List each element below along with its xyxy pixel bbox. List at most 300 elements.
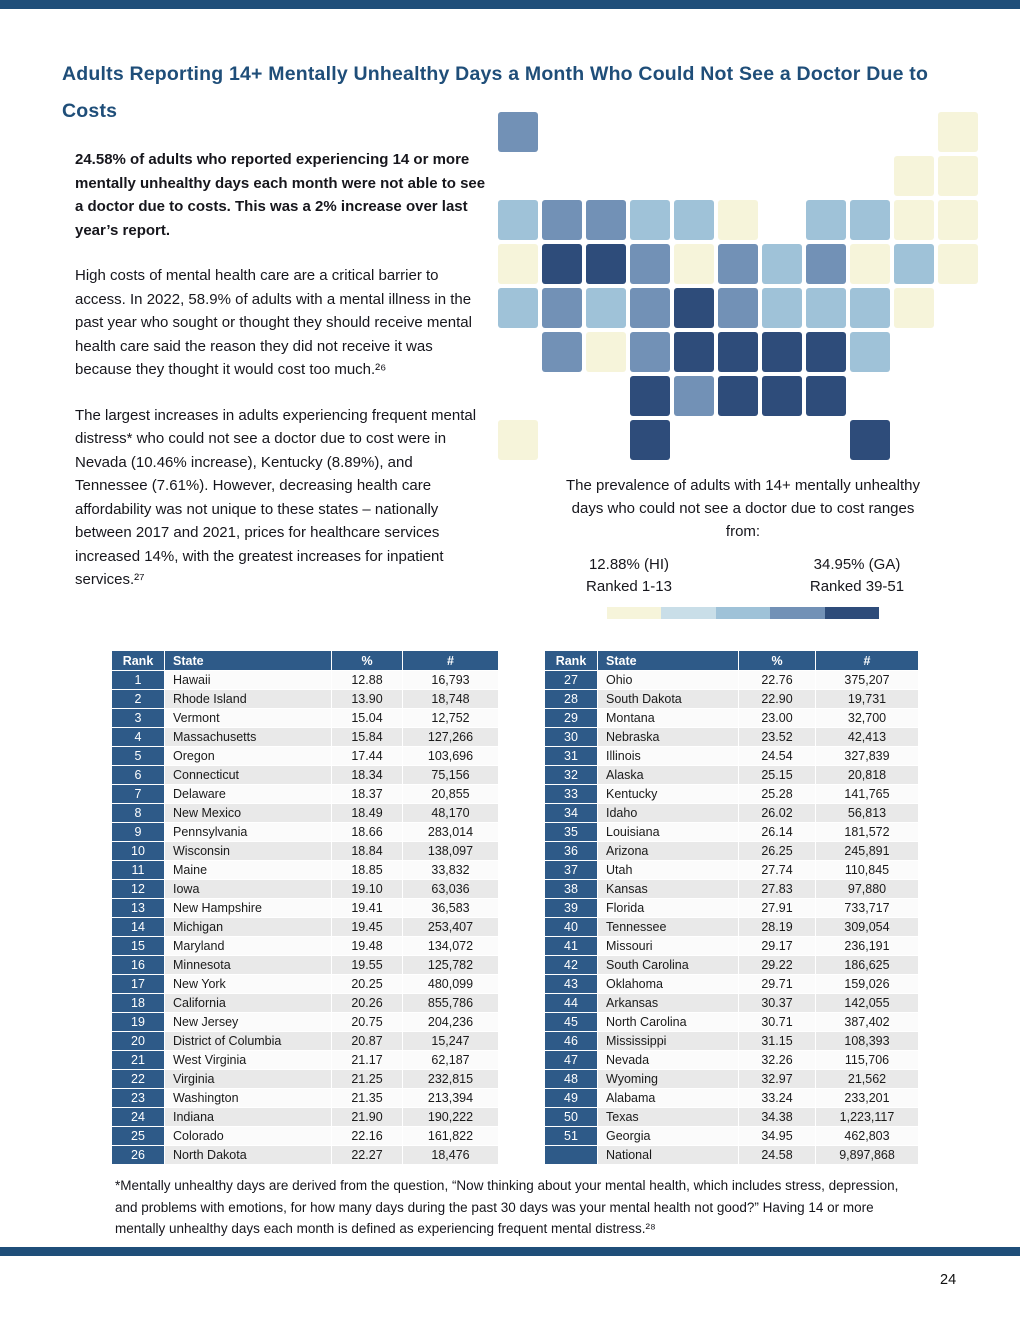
table-row xyxy=(545,804,918,822)
us-choropleth-map xyxy=(498,112,978,460)
table-row xyxy=(545,842,918,860)
state-tile-HI xyxy=(498,420,538,460)
table-row xyxy=(545,690,918,708)
rank-cell: 32 xyxy=(545,766,597,784)
percent-cell: 18.85 xyxy=(332,861,402,879)
table-row xyxy=(112,690,498,708)
table-row xyxy=(112,709,498,727)
state-cell: District of Columbia xyxy=(165,1032,331,1050)
count-cell: 733,717 xyxy=(816,899,918,917)
table-row xyxy=(112,861,498,879)
state-cell: Colorado xyxy=(165,1127,331,1145)
count-cell: 42,413 xyxy=(816,728,918,746)
state-cell: North Carolina xyxy=(598,1013,738,1031)
state-cell: California xyxy=(165,994,331,1012)
state-cell: South Carolina xyxy=(598,956,738,974)
legend-swatch-5 xyxy=(825,607,879,619)
table-row xyxy=(112,1070,498,1088)
state-cell: Texas xyxy=(598,1108,738,1126)
table-row xyxy=(545,1051,918,1069)
count-cell: 253,407 xyxy=(403,918,498,936)
percent-cell: 26.14 xyxy=(739,823,815,841)
table-row xyxy=(112,1108,498,1126)
percent-cell: 20.25 xyxy=(332,975,402,993)
rank-cell: 14 xyxy=(112,918,164,936)
state-cell: South Dakota xyxy=(598,690,738,708)
rank-cell: 26 xyxy=(112,1146,164,1164)
rank-cell: 47 xyxy=(545,1051,597,1069)
state-tile-MO xyxy=(674,288,714,328)
percent-cell: 23.00 xyxy=(739,709,815,727)
rank-cell: 13 xyxy=(112,899,164,917)
count-cell: 33,832 xyxy=(403,861,498,879)
state-cell: Idaho xyxy=(598,804,738,822)
state-cell: Michigan xyxy=(165,918,331,936)
state-tile-MS xyxy=(718,376,758,416)
table-row xyxy=(112,1127,498,1145)
table-row xyxy=(112,880,498,898)
state-tile-FL xyxy=(850,420,890,460)
table-row xyxy=(112,747,498,765)
percent-cell: 20.26 xyxy=(332,994,402,1012)
percent-cell: 23.52 xyxy=(739,728,815,746)
percent-cell: 25.28 xyxy=(739,785,815,803)
table-row xyxy=(112,728,498,746)
state-cell: New Jersey xyxy=(165,1013,331,1031)
table-header-row xyxy=(112,651,498,670)
state-cell: Mississippi xyxy=(598,1032,738,1050)
state-tile-KS xyxy=(630,332,670,372)
state-cell: Arkansas xyxy=(598,994,738,1012)
state-tile-DC xyxy=(850,332,890,372)
rank-cell: 24 xyxy=(112,1108,164,1126)
percent-cell: 29.71 xyxy=(739,975,815,993)
percent-cell: 24.54 xyxy=(739,747,815,765)
state-cell: Rhode Island xyxy=(165,690,331,708)
percent-cell: 26.25 xyxy=(739,842,815,860)
rank-cell: 44 xyxy=(545,994,597,1012)
count-cell: 75,156 xyxy=(403,766,498,784)
state-cell: Massachusetts xyxy=(165,728,331,746)
percent-cell: 17.44 xyxy=(332,747,402,765)
rank-cell: 21 xyxy=(112,1051,164,1069)
percent-cell: 27.83 xyxy=(739,880,815,898)
map-high-value: 34.95% (GA) xyxy=(813,556,901,573)
percent-cell: 28.19 xyxy=(739,918,815,936)
count-cell: 62,187 xyxy=(403,1051,498,1069)
state-tile-WV xyxy=(762,288,802,328)
column-header-rank: Rank xyxy=(112,651,164,670)
state-cell: Hawaii xyxy=(165,671,331,689)
state-tile-SC xyxy=(806,332,846,372)
state-cell: Iowa xyxy=(165,880,331,898)
percent-cell: 29.22 xyxy=(739,956,815,974)
percent-cell: 22.27 xyxy=(332,1146,402,1164)
rank-cell: 22 xyxy=(112,1070,164,1088)
state-tile-ND xyxy=(630,200,670,240)
rank-cell: 31 xyxy=(545,747,597,765)
page-title: Adults Reporting 14+ Mentally Unhealthy Days a Month Who Could Not See a Doctor Due to Costs xyxy=(62,63,929,122)
table-row xyxy=(112,956,498,974)
table-row xyxy=(112,671,498,689)
percent-cell: 18.84 xyxy=(332,842,402,860)
state-tile-AK xyxy=(498,112,538,152)
count-cell: 159,026 xyxy=(816,975,918,993)
count-cell: 12,752 xyxy=(403,709,498,727)
percent-cell: 19.10 xyxy=(332,880,402,898)
state-cell: New Hampshire xyxy=(165,899,331,917)
map-color-legend xyxy=(607,607,879,619)
table-row xyxy=(545,937,918,955)
count-cell: 20,855 xyxy=(403,785,498,803)
rank-cell: 4 xyxy=(112,728,164,746)
table-row xyxy=(112,918,498,936)
count-cell: 161,822 xyxy=(403,1127,498,1145)
rank-cell xyxy=(545,1146,597,1164)
count-cell: 103,696 xyxy=(403,747,498,765)
rank-cell: 37 xyxy=(545,861,597,879)
rank-cell: 38 xyxy=(545,880,597,898)
lead-paragraph: 24.58% of adults who reported experiencing 14 or more mentally unhealthy days each month were not able to see a doctor due to costs. This was a 2% increase over last year’s report. xyxy=(75,151,486,239)
percent-cell: 32.26 xyxy=(739,1051,815,1069)
percent-cell: 30.71 xyxy=(739,1013,815,1031)
column-header-pct: % xyxy=(332,651,402,670)
state-tile-NJ xyxy=(894,244,934,284)
percent-cell: 19.41 xyxy=(332,899,402,917)
table-row xyxy=(545,1127,918,1145)
state-tile-MN xyxy=(674,200,714,240)
percent-cell: 21.35 xyxy=(332,1089,402,1107)
state-cell: Oregon xyxy=(165,747,331,765)
count-cell: 855,786 xyxy=(403,994,498,1012)
percent-cell: 26.02 xyxy=(739,804,815,822)
state-tile-CA xyxy=(498,288,538,328)
paragraph-cost-barrier: High costs of mental health care are a critical barrier to access. In 2022, 58.9% of adults with a mental illness in the past year who sought or thought they should receive mental health care said the reason they did not receive it was because they thought it would cost too much.²⁶ xyxy=(75,267,472,378)
rank-cell: 51 xyxy=(545,1127,597,1145)
count-cell: 97,880 xyxy=(816,880,918,898)
table-row xyxy=(112,804,498,822)
rank-cell: 42 xyxy=(545,956,597,974)
state-tile-CT xyxy=(938,244,978,284)
table-row xyxy=(545,1089,918,1107)
state-tile-DE xyxy=(894,288,934,328)
percent-cell: 21.25 xyxy=(332,1070,402,1088)
state-cell: Illinois xyxy=(598,747,738,765)
state-tile-NH xyxy=(938,156,978,196)
rank-cell: 7 xyxy=(112,785,164,803)
count-cell: 9,897,868 xyxy=(816,1146,918,1164)
count-cell: 134,072 xyxy=(403,937,498,955)
rank-cell: 43 xyxy=(545,975,597,993)
rank-cell: 8 xyxy=(112,804,164,822)
table-row xyxy=(545,747,918,765)
body-text-column xyxy=(75,148,487,614)
state-tile-VA xyxy=(806,288,846,328)
top-divider-bar xyxy=(0,0,1020,9)
table-row xyxy=(112,1146,498,1164)
count-cell: 36,583 xyxy=(403,899,498,917)
state-cell: Kentucky xyxy=(598,785,738,803)
count-cell: 21,562 xyxy=(816,1070,918,1088)
count-cell: 56,813 xyxy=(816,804,918,822)
rank-cell: 35 xyxy=(545,823,597,841)
percent-cell: 34.38 xyxy=(739,1108,815,1126)
count-cell: 233,201 xyxy=(816,1089,918,1107)
count-cell: 462,803 xyxy=(816,1127,918,1145)
table-row xyxy=(112,842,498,860)
table-row xyxy=(112,994,498,1012)
count-cell: 20,818 xyxy=(816,766,918,784)
percent-cell: 22.90 xyxy=(739,690,815,708)
state-tile-TN xyxy=(718,332,758,372)
state-cell: Nevada xyxy=(598,1051,738,1069)
table-row xyxy=(545,709,918,727)
percent-cell: 18.49 xyxy=(332,804,402,822)
table-row xyxy=(112,823,498,841)
rank-cell: 20 xyxy=(112,1032,164,1050)
state-tile-CO xyxy=(586,288,626,328)
state-cell: New Mexico xyxy=(165,804,331,822)
percent-cell: 27.91 xyxy=(739,899,815,917)
map-caption: The prevalence of adults with 14+ mentally unhealthy days who could not see a doctor due to cost ranges from: xyxy=(566,477,920,540)
map-low-stat xyxy=(569,554,689,598)
page-number: 24 xyxy=(940,1272,957,1288)
count-cell: 127,266 xyxy=(403,728,498,746)
count-cell: 142,055 xyxy=(816,994,918,1012)
count-cell: 213,394 xyxy=(403,1089,498,1107)
state-cell: Wisconsin xyxy=(165,842,331,860)
rank-table-1-26 xyxy=(111,650,499,1165)
state-cell: Missouri xyxy=(598,937,738,955)
rank-cell: 34 xyxy=(545,804,597,822)
state-tile-MT xyxy=(586,200,626,240)
count-cell: 375,207 xyxy=(816,671,918,689)
state-tile-NC xyxy=(762,332,802,372)
state-cell: Washington xyxy=(165,1089,331,1107)
state-tile-VT xyxy=(894,156,934,196)
table-header-row xyxy=(545,651,918,670)
state-cell: Nebraska xyxy=(598,728,738,746)
rank-cell: 25 xyxy=(112,1127,164,1145)
state-cell: Utah xyxy=(598,861,738,879)
state-cell: Alaska xyxy=(598,766,738,784)
table-row xyxy=(112,975,498,993)
rank-cell: 27 xyxy=(545,671,597,689)
state-cell: Georgia xyxy=(598,1127,738,1145)
percent-cell: 21.90 xyxy=(332,1108,402,1126)
state-tile-MD xyxy=(850,288,890,328)
count-cell: 138,097 xyxy=(403,842,498,860)
table-row xyxy=(545,728,918,746)
state-cell: Montana xyxy=(598,709,738,727)
state-tile-AR xyxy=(674,332,714,372)
percent-cell: 12.88 xyxy=(332,671,402,689)
percent-cell: 33.24 xyxy=(739,1089,815,1107)
count-cell: 125,782 xyxy=(403,956,498,974)
state-tile-RI xyxy=(938,200,978,240)
state-cell: Virginia xyxy=(165,1070,331,1088)
count-cell: 16,793 xyxy=(403,671,498,689)
count-cell: 186,625 xyxy=(816,956,918,974)
table-row xyxy=(545,899,918,917)
map-range-stats xyxy=(553,554,933,598)
state-cell: Ohio xyxy=(598,671,738,689)
count-cell: 63,036 xyxy=(403,880,498,898)
legend-swatch-1 xyxy=(607,607,661,619)
rank-cell: 23 xyxy=(112,1089,164,1107)
state-cell: Oklahoma xyxy=(598,975,738,993)
rank-cell: 6 xyxy=(112,766,164,784)
rank-table-27-51 xyxy=(544,650,919,1165)
count-cell: 204,236 xyxy=(403,1013,498,1031)
state-tile-NV xyxy=(542,244,582,284)
percent-cell: 30.37 xyxy=(739,994,815,1012)
state-cell: Louisiana xyxy=(598,823,738,841)
state-cell: Maine xyxy=(165,861,331,879)
table-row xyxy=(545,785,918,803)
count-cell: 108,393 xyxy=(816,1032,918,1050)
table-row xyxy=(545,1013,918,1031)
percent-cell: 18.37 xyxy=(332,785,402,803)
percent-cell: 32.97 xyxy=(739,1070,815,1088)
rank-cell: 10 xyxy=(112,842,164,860)
column-header-state: State xyxy=(598,651,738,670)
state-tile-OR xyxy=(498,244,538,284)
table-row xyxy=(112,1089,498,1107)
state-tile-IL xyxy=(718,244,758,284)
state-tile-OH xyxy=(806,244,846,284)
state-tile-WI xyxy=(718,200,758,240)
state-tile-NE xyxy=(630,288,670,328)
state-tile-NY xyxy=(850,200,890,240)
table-row xyxy=(112,766,498,784)
state-tile-KY xyxy=(718,288,758,328)
count-cell: 141,765 xyxy=(816,785,918,803)
state-cell: Alabama xyxy=(598,1089,738,1107)
map-low-label: Ranked 1-13 xyxy=(586,578,672,595)
table-row xyxy=(112,1032,498,1050)
rank-cell: 1 xyxy=(112,671,164,689)
state-tile-AL xyxy=(762,376,802,416)
state-tile-MI xyxy=(806,200,846,240)
legend-swatch-4 xyxy=(770,607,824,619)
table-row xyxy=(112,937,498,955)
state-tile-ID xyxy=(542,200,582,240)
map-low-value: 12.88% (HI) xyxy=(588,556,670,573)
rank-cell: 11 xyxy=(112,861,164,879)
count-cell: 15,247 xyxy=(403,1032,498,1050)
table-row xyxy=(545,1108,918,1126)
legend-swatch-2 xyxy=(661,607,715,619)
rank-cell: 30 xyxy=(545,728,597,746)
rank-cell: 16 xyxy=(112,956,164,974)
rank-cell: 50 xyxy=(545,1108,597,1126)
state-tile-PA xyxy=(850,244,890,284)
legend-swatch-3 xyxy=(716,607,770,619)
state-cell: Connecticut xyxy=(165,766,331,784)
footnote: *Mentally unhealthy days are derived from the question, “Now thinking about your mental health, which includes stress, depression, and problems with emotions, for how many days during the past 30 days was your mental health not good?” Having 14 or more mentally unhealthy days each month is defined as experiencing frequent mental distress.²⁸ xyxy=(115,1178,899,1236)
rank-cell: 46 xyxy=(545,1032,597,1050)
table-row xyxy=(112,1051,498,1069)
rank-cell: 39 xyxy=(545,899,597,917)
percent-cell: 18.34 xyxy=(332,766,402,784)
state-cell: North Dakota xyxy=(165,1146,331,1164)
bottom-divider-bar xyxy=(0,1247,1020,1256)
rank-cell: 9 xyxy=(112,823,164,841)
percent-cell: 24.58 xyxy=(739,1146,815,1164)
state-cell: Wyoming xyxy=(598,1070,738,1088)
state-tile-LA xyxy=(674,376,714,416)
column-header-rank: Rank xyxy=(545,651,597,670)
count-cell: 283,014 xyxy=(403,823,498,841)
map-caption-block xyxy=(553,474,933,619)
state-cell: Minnesota xyxy=(165,956,331,974)
state-tile-ME xyxy=(938,112,978,152)
table-row xyxy=(545,880,918,898)
count-cell: 19,731 xyxy=(816,690,918,708)
count-cell: 236,191 xyxy=(816,937,918,955)
table-row xyxy=(545,1032,918,1050)
percent-cell: 20.75 xyxy=(332,1013,402,1031)
count-cell: 115,706 xyxy=(816,1051,918,1069)
state-tile-AZ xyxy=(542,332,582,372)
percent-cell: 21.17 xyxy=(332,1051,402,1069)
rank-cell: 28 xyxy=(545,690,597,708)
state-cell: West Virginia xyxy=(165,1051,331,1069)
state-tile-OK xyxy=(630,376,670,416)
state-tile-SD xyxy=(630,244,670,284)
table-row xyxy=(545,994,918,1012)
count-cell: 190,222 xyxy=(403,1108,498,1126)
rank-cell: 18 xyxy=(112,994,164,1012)
percent-cell: 15.04 xyxy=(332,709,402,727)
rank-cell: 36 xyxy=(545,842,597,860)
column-header-num: # xyxy=(816,651,918,670)
count-cell: 48,170 xyxy=(403,804,498,822)
count-cell: 32,700 xyxy=(816,709,918,727)
rank-cell: 5 xyxy=(112,747,164,765)
percent-cell: 19.45 xyxy=(332,918,402,936)
map-high-stat xyxy=(797,554,917,598)
count-cell: 232,815 xyxy=(403,1070,498,1088)
state-cell: National xyxy=(598,1146,738,1164)
state-tile-UT xyxy=(542,288,582,328)
state-cell: Florida xyxy=(598,899,738,917)
state-cell: Tennessee xyxy=(598,918,738,936)
state-tile-GA xyxy=(806,376,846,416)
state-cell: Pennsylvania xyxy=(165,823,331,841)
state-cell: Maryland xyxy=(165,937,331,955)
percent-cell: 34.95 xyxy=(739,1127,815,1145)
rank-cell: 17 xyxy=(112,975,164,993)
state-cell: Arizona xyxy=(598,842,738,860)
rank-cell: 12 xyxy=(112,880,164,898)
rank-cell: 48 xyxy=(545,1070,597,1088)
table-row xyxy=(545,823,918,841)
paragraph-largest-increases: The largest increases in adults experiencing frequent mental distress* who could not see a doctor due to cost were in Nevada (10.46% increase), Kentucky (8.89%), and Tennessee (7.61%). However, decreasing health care affordability was not unique to these states – nationally between 2017 and 2021, prices for healthcare services increased 14%, with the greatest increases for inpatient services.²⁷ xyxy=(75,406,477,588)
percent-cell: 13.90 xyxy=(332,690,402,708)
count-cell: 245,891 xyxy=(816,842,918,860)
percent-cell: 29.17 xyxy=(739,937,815,955)
rank-cell: 40 xyxy=(545,918,597,936)
table-row xyxy=(112,899,498,917)
count-cell: 327,839 xyxy=(816,747,918,765)
state-cell: Indiana xyxy=(165,1108,331,1126)
state-tile-IA xyxy=(674,244,714,284)
count-cell: 1,223,117 xyxy=(816,1108,918,1126)
column-header-num: # xyxy=(403,651,498,670)
count-cell: 18,748 xyxy=(403,690,498,708)
